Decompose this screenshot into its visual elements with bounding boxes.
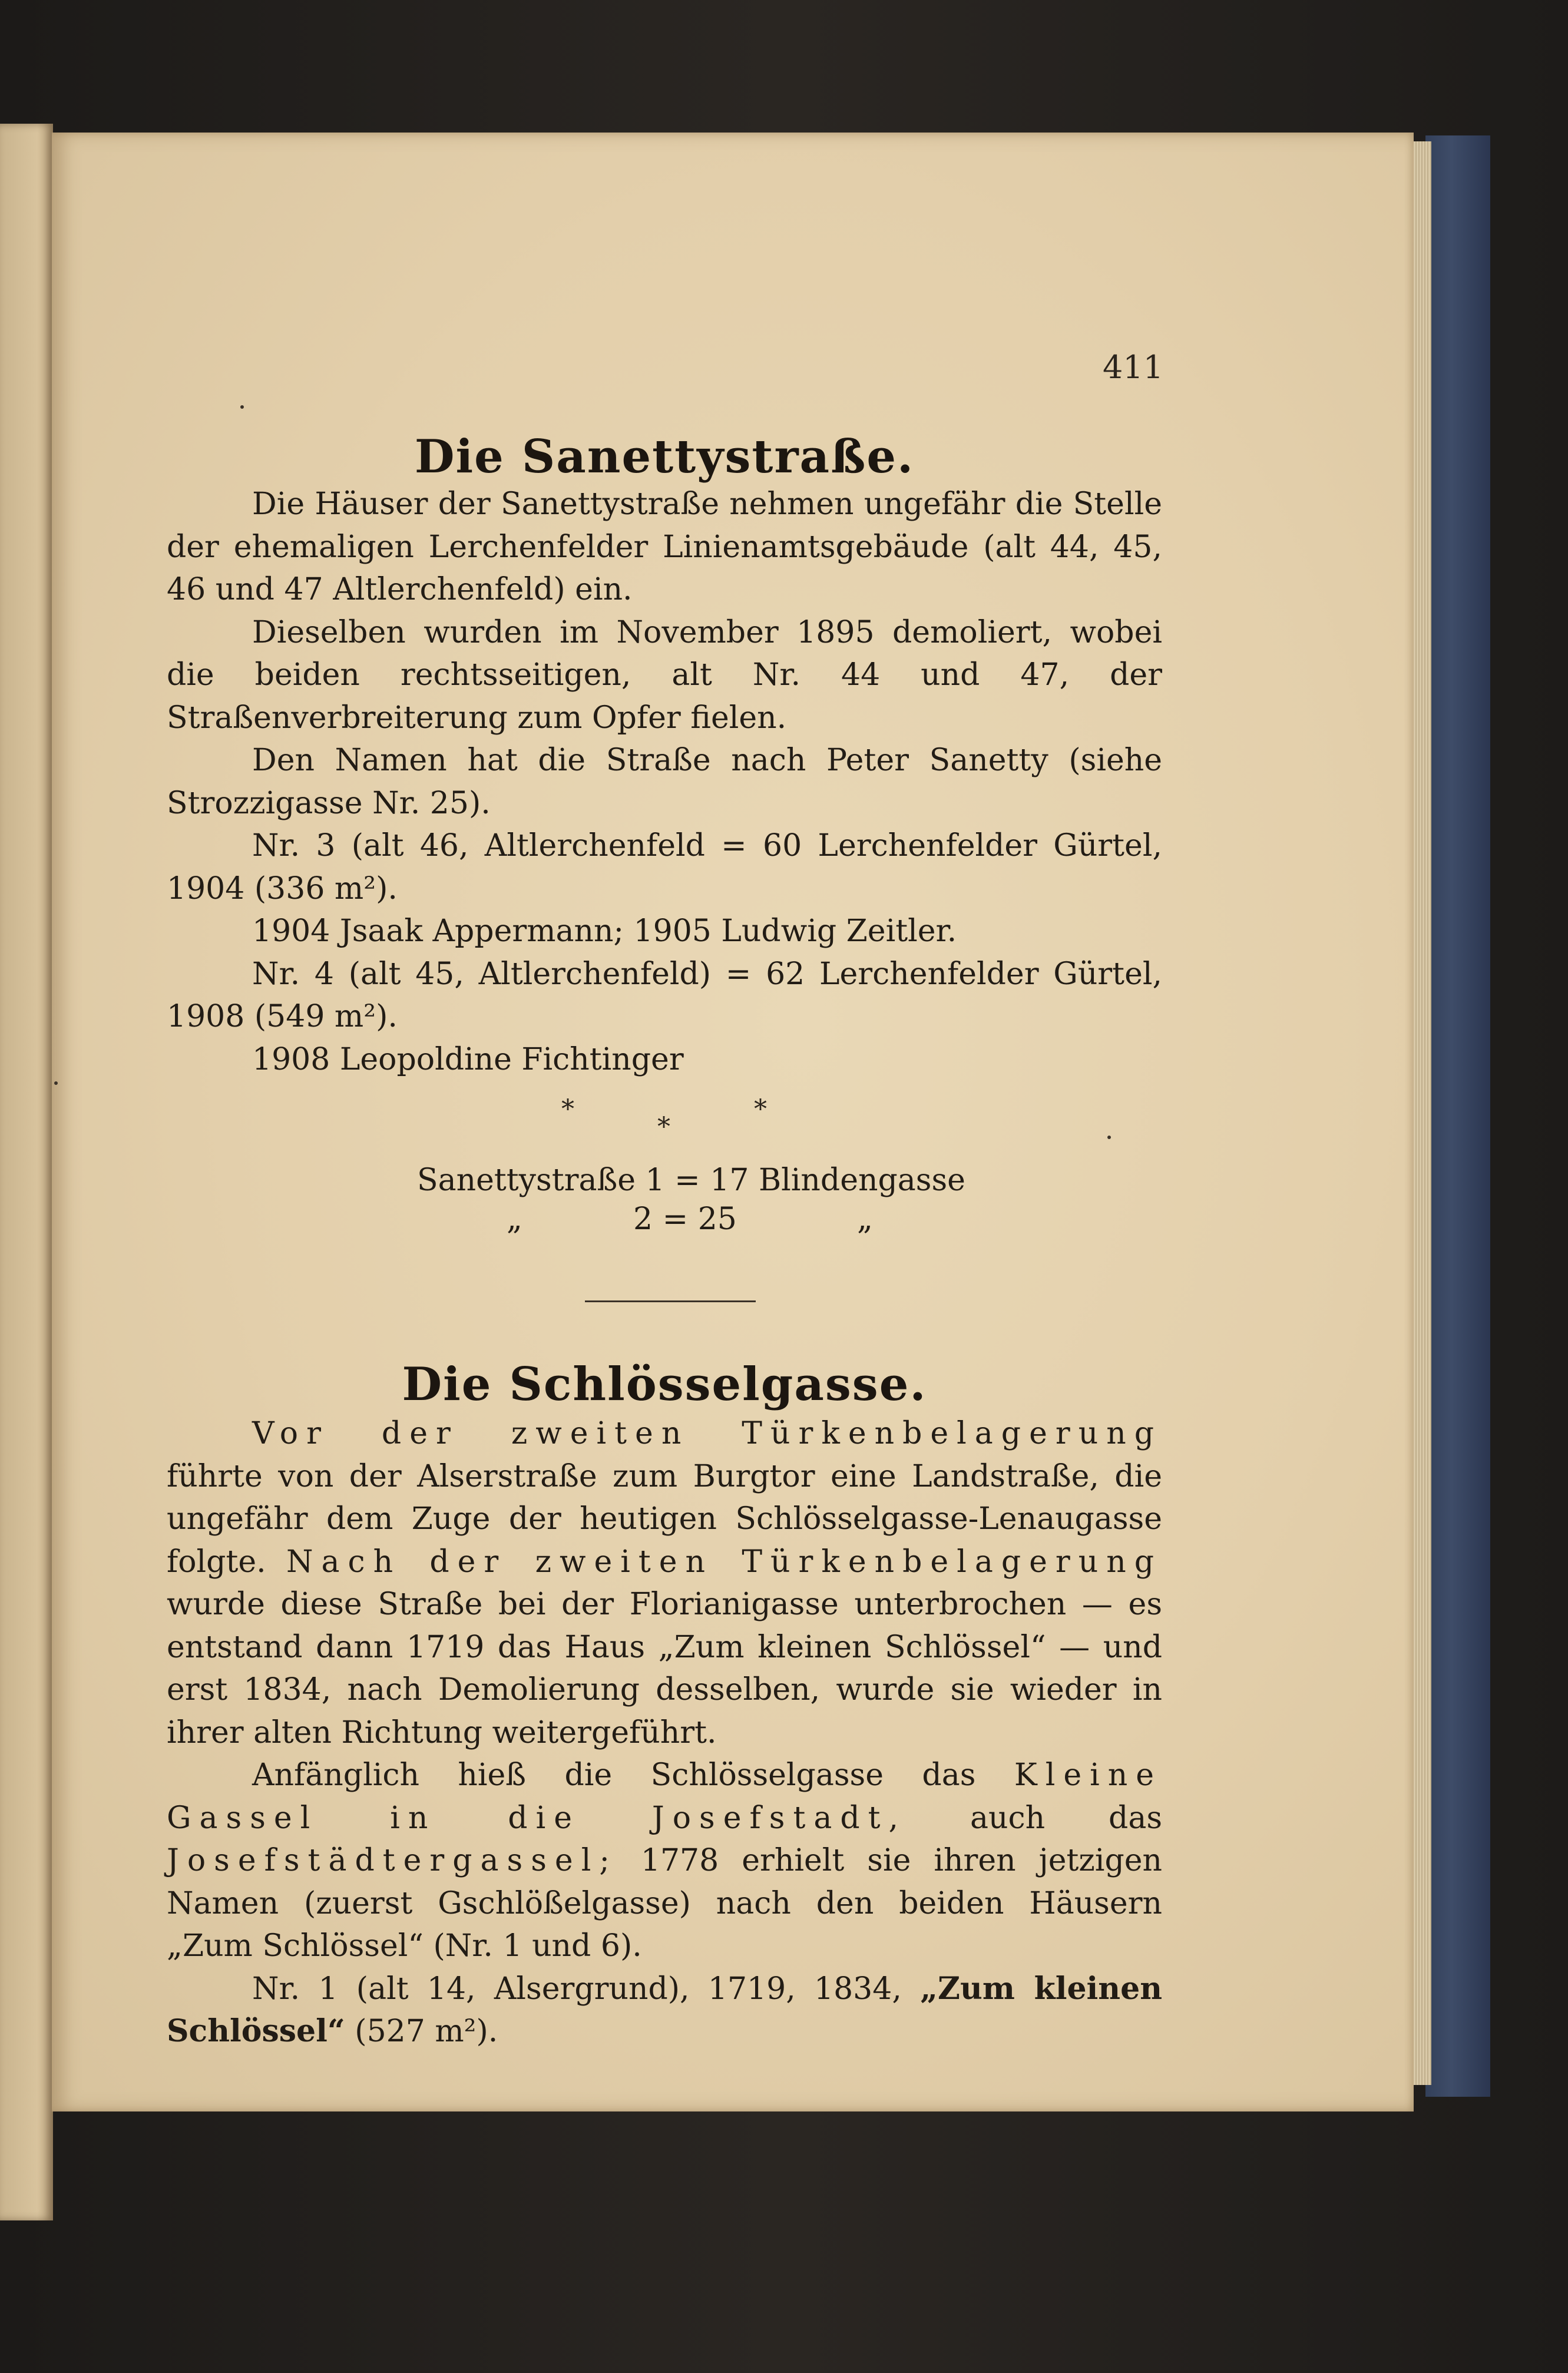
text-run: auch das: [970, 1800, 1163, 1836]
section-body-sanettystrasse: [167, 483, 1162, 1081]
paragraph: [167, 1754, 1162, 1968]
street-crossref-line: Sanettystraße 1 = 17 Blindengasse: [417, 1163, 965, 1198]
house-entry: [167, 1968, 1162, 2053]
paper-speck: [54, 1081, 58, 1085]
spaced-text: Vor der zweiten Türkenbelagerung: [252, 1416, 1162, 1451]
owner-list: 1904 Jsaak Appermann; 1905 Ludwig Zeitler.: [252, 914, 957, 949]
section-title-sanettystrasse: Die Sanettystraße.: [414, 430, 915, 484]
house-entry: Nr. 4 (alt 45, Altlerchenfeld) = 62 Lerchenfelder Gürtel, 1908 (549 m²).: [167, 956, 1162, 1034]
spaced-text: Nach der zweiten Türkenbelagerung: [286, 1544, 1163, 1580]
text-run: (527 m²).: [355, 2014, 498, 2049]
paragraph: Dieselben wurden im November 1895 demoliert, wobei die beiden rechtsseitigen, alt Nr. 44 und 47, der Straßenverbreiterung zum Opfer fielen.: [167, 614, 1162, 736]
asterisk: *: [754, 1094, 767, 1124]
text-run: Anfänglich hieß die Schlösselgasse das: [252, 1758, 976, 1793]
book-cover-edge: [1425, 135, 1490, 2097]
text-run: 1778 erhielt sie ihren jetzigen Namen (zuerst Gschlößelgasse) nach den beiden Häusern „Zum Schlössel“ (Nr. 1 und 6).: [167, 1843, 1162, 1964]
asterisk-separator: [167, 1094, 1162, 1141]
asterisk: *: [657, 1112, 670, 1142]
paper-speck: [1107, 1136, 1111, 1139]
text-run: wurde diese Straße bei der Florianigasse unterbrochen — es entstand dann 1719 das Haus „Zum kleinen Schlössel“ — und erst 1834, nach Demolierung desselben, wurde sie wieder in ihrer alten Richtung weitergeführt.: [167, 1587, 1162, 1750]
paper-speck: [240, 405, 244, 409]
section-body-schloesselgasse: [167, 1412, 1162, 2053]
text-run: Nr. 1 (alt 14, Alsergrund), 1719, 1834,: [252, 1971, 902, 2007]
section-title-schloesselgasse: Die Schlösselgasse.: [402, 1358, 927, 1411]
paragraph: Die Häuser der Sanettystraße nehmen ungefähr die Stelle der ehemaligen Lerchenfelder Linienamtsgebäude (alt 44, 45, 46 und 47 Altlerchenfeld) ein.: [167, 486, 1162, 607]
street-crossref-line: 2 = 25: [633, 1202, 737, 1237]
page-number: 411: [1103, 349, 1164, 386]
asterisk: *: [561, 1094, 574, 1124]
paragraph: Den Namen hat die Straße nach Peter Sanetty (siehe Strozzigasse Nr. 25).: [167, 743, 1162, 821]
spaced-text: Josefstädtergassel;: [167, 1843, 618, 1878]
paragraph: [167, 1412, 1162, 1754]
spaced-text: Kleine Gassel in die Josefstadt,: [167, 1758, 1162, 1836]
previous-page-edge: [0, 124, 53, 2220]
house-entry: Nr. 3 (alt 46, Altlerchenfeld = 60 Lerchenfelder Gürtel, 1904 (336 m²).: [167, 828, 1162, 906]
ditto-mark: „: [507, 1202, 522, 1237]
section-divider: [585, 1300, 756, 1302]
ditto-mark: „: [857, 1202, 873, 1237]
owner-list: 1908 Leopoldine Fichtinger: [252, 1041, 684, 1077]
house-name: „Zum kleinen Schlössel“: [167, 1970, 1163, 2049]
text-run: führte von der Alserstraße zum Burgtor eine Landstraße, die ungefähr dem Zuge der heutigen Schlösselgasse-Lenaugasse folgte.: [167, 1458, 1162, 1580]
